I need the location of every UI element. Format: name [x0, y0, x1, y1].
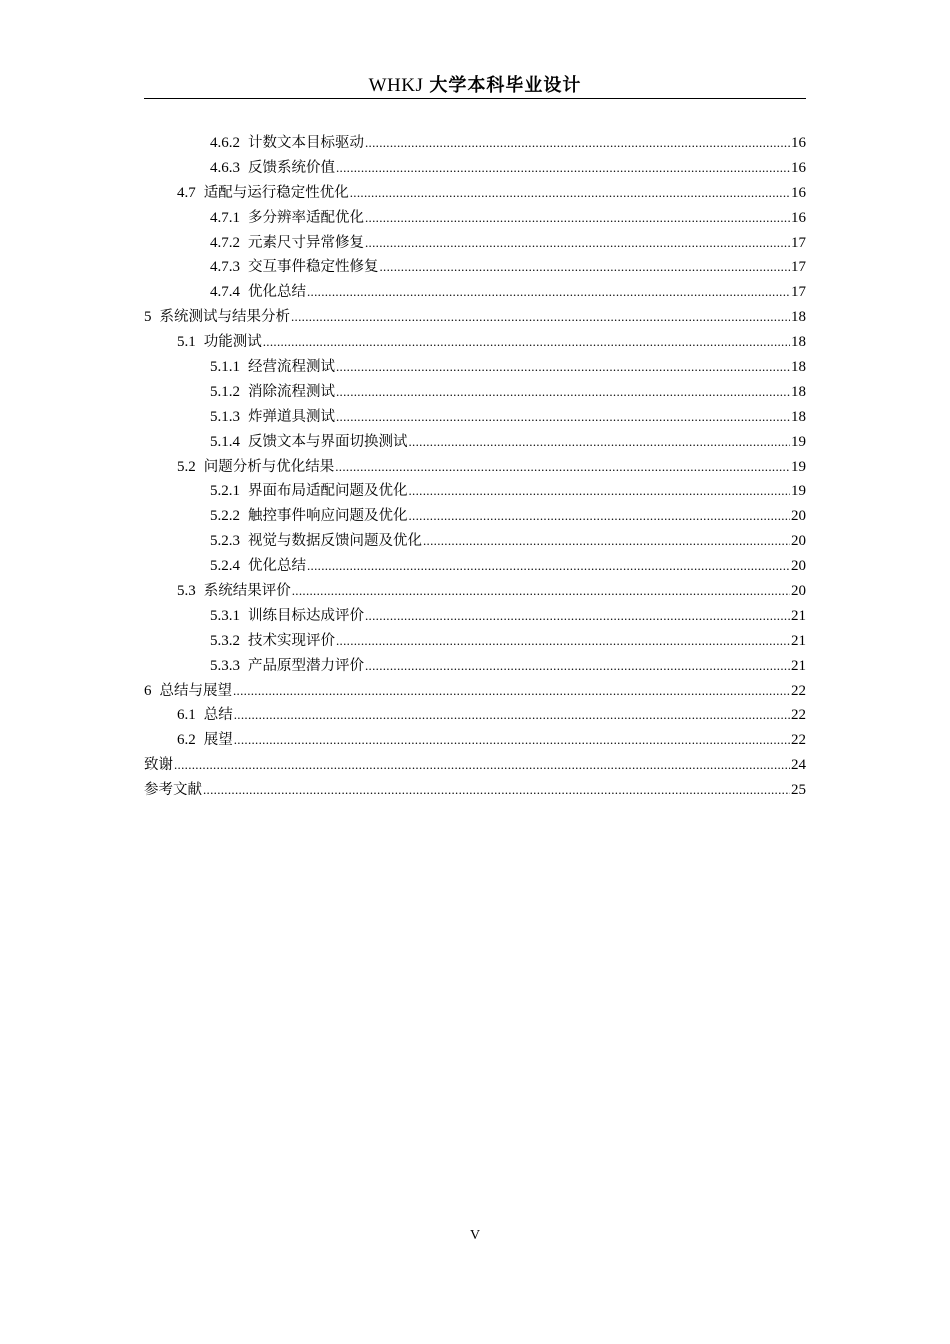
toc-entry-page: 19	[791, 433, 806, 450]
toc-entry[interactable]	[144, 753, 806, 778]
toc-entry[interactable]	[144, 405, 806, 430]
toc-dot-leader	[365, 231, 790, 256]
toc-dot-leader	[292, 579, 790, 604]
toc-entry-title: 功能测试	[203, 334, 262, 351]
toc-entry-title: 问题分析与优化结果	[203, 458, 335, 475]
toc-entry-page: 21	[791, 657, 806, 674]
toc-entry-number: 5.3.1	[210, 607, 240, 624]
toc-entry-title: 元素尺寸异常修复	[248, 234, 364, 251]
toc-dot-leader	[307, 280, 790, 305]
toc-entry-page: 24	[791, 757, 806, 774]
toc-entry[interactable]	[144, 679, 806, 704]
toc-entry-title: 优化总结	[248, 558, 306, 575]
toc-entry-title: 界面布局适配问题及优化	[248, 483, 408, 500]
header-rule	[144, 98, 806, 99]
toc-dot-leader	[336, 355, 790, 380]
toc-entry-number: 5.1.3	[210, 408, 240, 425]
toc-entry[interactable]	[144, 131, 806, 156]
toc-entry-number: 5.2.1	[210, 483, 240, 500]
toc-entry-title: 系统测试与结果分析	[159, 309, 290, 326]
toc-entry-page: 18	[791, 383, 806, 400]
toc-dot-leader	[336, 405, 790, 430]
toc-entry-title: 消除流程测试	[248, 383, 335, 400]
toc-entry[interactable]	[144, 156, 806, 181]
toc-entry-number: 5.1.2	[210, 383, 240, 400]
toc-dot-leader	[234, 703, 790, 728]
toc-entry-number: 6.1	[177, 707, 196, 724]
toc-entry-number: 5.3.3	[210, 657, 240, 674]
toc-entry-page: 16	[791, 159, 806, 176]
toc-dot-leader	[350, 181, 790, 206]
toc-entry-number: 5.2.2	[210, 508, 240, 525]
toc-entry-title: 反馈文本与界面切换测试	[248, 433, 408, 450]
toc-entry-page: 20	[791, 558, 806, 575]
toc-entry-number: 5	[144, 309, 152, 326]
toc-dot-leader	[335, 455, 790, 480]
table-of-contents	[144, 131, 806, 803]
toc-entry[interactable]	[144, 579, 806, 604]
toc-dot-leader	[203, 778, 790, 803]
toc-entry[interactable]	[144, 554, 806, 579]
toc-entry-title: 技术实现评价	[248, 632, 335, 649]
toc-dot-leader	[409, 430, 791, 455]
toc-dot-leader	[233, 679, 790, 704]
toc-entry-page: 16	[791, 184, 806, 201]
toc-dot-leader	[336, 156, 790, 181]
toc-entry[interactable]	[144, 206, 806, 231]
toc-entry-title: 触控事件响应问题及优化	[248, 508, 408, 525]
toc-entry[interactable]	[144, 455, 806, 480]
toc-dot-leader	[307, 554, 790, 579]
toc-entry-number: 5.2.3	[210, 533, 240, 550]
toc-dot-leader	[291, 305, 790, 330]
header-brand: WHKJ	[368, 75, 424, 96]
toc-dot-leader	[365, 654, 790, 679]
toc-entry-number: 5.1	[177, 334, 196, 351]
page-header	[144, 72, 806, 98]
toc-entry-page: 22	[791, 732, 806, 749]
toc-entry-number: 4.6.3	[210, 159, 240, 176]
toc-entry-number: 5.2.4	[210, 558, 240, 575]
toc-entry-number: 4.7.2	[210, 234, 240, 251]
toc-entry-page: 16	[791, 209, 806, 226]
toc-dot-leader	[336, 380, 790, 405]
toc-entry[interactable]	[144, 430, 806, 455]
toc-entry-page: 22	[791, 707, 806, 724]
toc-entry[interactable]	[144, 479, 806, 504]
toc-entry-page: 17	[791, 234, 806, 251]
toc-entry[interactable]	[144, 231, 806, 256]
toc-entry-title: 经营流程测试	[248, 359, 335, 376]
toc-entry-title: 炸弹道具测试	[248, 408, 335, 425]
toc-entry-page: 20	[791, 533, 806, 550]
toc-entry-page: 20	[791, 508, 806, 525]
toc-dot-leader	[365, 604, 790, 629]
toc-entry-title: 交互事件稳定性修复	[248, 259, 379, 276]
toc-entry[interactable]	[144, 529, 806, 554]
toc-dot-leader	[409, 504, 791, 529]
toc-entry[interactable]	[144, 255, 806, 280]
toc-entry[interactable]	[144, 280, 806, 305]
toc-dot-leader	[174, 753, 790, 778]
toc-dot-leader	[423, 529, 790, 554]
toc-entry-title: 视觉与数据反馈问题及优化	[248, 533, 422, 550]
toc-entry-page: 19	[791, 458, 806, 475]
toc-entry-number: 4.6.2	[210, 135, 240, 151]
toc-entry[interactable]	[144, 654, 806, 679]
toc-entry-title: 反馈系统价值	[248, 159, 335, 176]
toc-entry[interactable]	[144, 305, 806, 330]
toc-entry-number: 4.7.3	[210, 259, 240, 276]
toc-entry-page: 17	[791, 284, 806, 301]
toc-entry-title: 总结与展望	[159, 682, 232, 699]
toc-entry[interactable]	[144, 604, 806, 629]
toc-dot-leader	[336, 629, 790, 654]
toc-entry[interactable]	[144, 703, 806, 728]
toc-entry-title: 适配与运行稳定性优化	[203, 184, 349, 201]
toc-entry-page: 25	[791, 782, 806, 799]
toc-entry[interactable]	[144, 330, 806, 355]
toc-entry[interactable]	[144, 728, 806, 753]
toc-entry-number: 5.2	[177, 458, 196, 475]
toc-entry-page: 16	[791, 135, 806, 151]
toc-entry-number: 5.3.2	[210, 632, 240, 649]
toc-entry-page: 18	[791, 359, 806, 376]
toc-entry-number: 4.7.4	[210, 284, 240, 301]
toc-entry-title: 训练目标达成评价	[248, 607, 364, 624]
toc-entry[interactable]	[144, 504, 806, 529]
toc-entry-title: 参考文献	[144, 782, 202, 799]
toc-entry-page: 18	[791, 408, 806, 425]
toc-entry-page: 17	[791, 259, 806, 276]
toc-dot-leader	[365, 206, 790, 231]
toc-entry[interactable]	[144, 629, 806, 654]
toc-entry-title: 计数文本目标驱动	[248, 135, 364, 151]
header-title: 大学本科毕业设计	[429, 75, 582, 96]
toc-entry-title: 致谢	[144, 757, 173, 774]
toc-entry-page: 21	[791, 632, 806, 649]
toc-entry-page: 21	[791, 607, 806, 624]
toc-entry[interactable]	[144, 380, 806, 405]
toc-entry-title: 系统结果评价	[203, 583, 291, 600]
toc-entry-number: 4.7	[177, 184, 196, 201]
toc-entry-page: 18	[791, 334, 806, 351]
toc-entry-page: 20	[791, 583, 806, 600]
toc-dot-leader	[409, 479, 791, 504]
toc-dot-leader	[234, 728, 790, 753]
toc-entry-title: 产品原型潜力评价	[248, 657, 364, 674]
toc-entry-number: 4.7.1	[210, 209, 240, 226]
toc-dot-leader	[380, 255, 791, 280]
toc-entry-title: 总结	[203, 707, 233, 724]
toc-entry[interactable]	[144, 181, 806, 206]
toc-entry-number: 6	[144, 682, 152, 699]
toc-dot-leader	[263, 330, 790, 355]
toc-entry[interactable]	[144, 355, 806, 380]
toc-entry-page: 22	[791, 682, 806, 699]
toc-entry-title: 展望	[203, 732, 233, 749]
toc-entry-number: 5.1.4	[210, 433, 240, 450]
toc-entry-number: 5.1.1	[210, 359, 240, 376]
toc-entry-page: 19	[791, 483, 806, 500]
toc-entry[interactable]	[144, 778, 806, 803]
toc-entry-title: 多分辨率适配优化	[248, 209, 364, 226]
toc-dot-leader	[365, 131, 790, 156]
toc-entry-number: 5.3	[177, 583, 196, 600]
toc-entry-number: 6.2	[177, 732, 196, 749]
toc-entry-page: 18	[791, 309, 806, 326]
page-number: V	[469, 1228, 481, 1243]
toc-entry-title: 优化总结	[248, 284, 306, 301]
